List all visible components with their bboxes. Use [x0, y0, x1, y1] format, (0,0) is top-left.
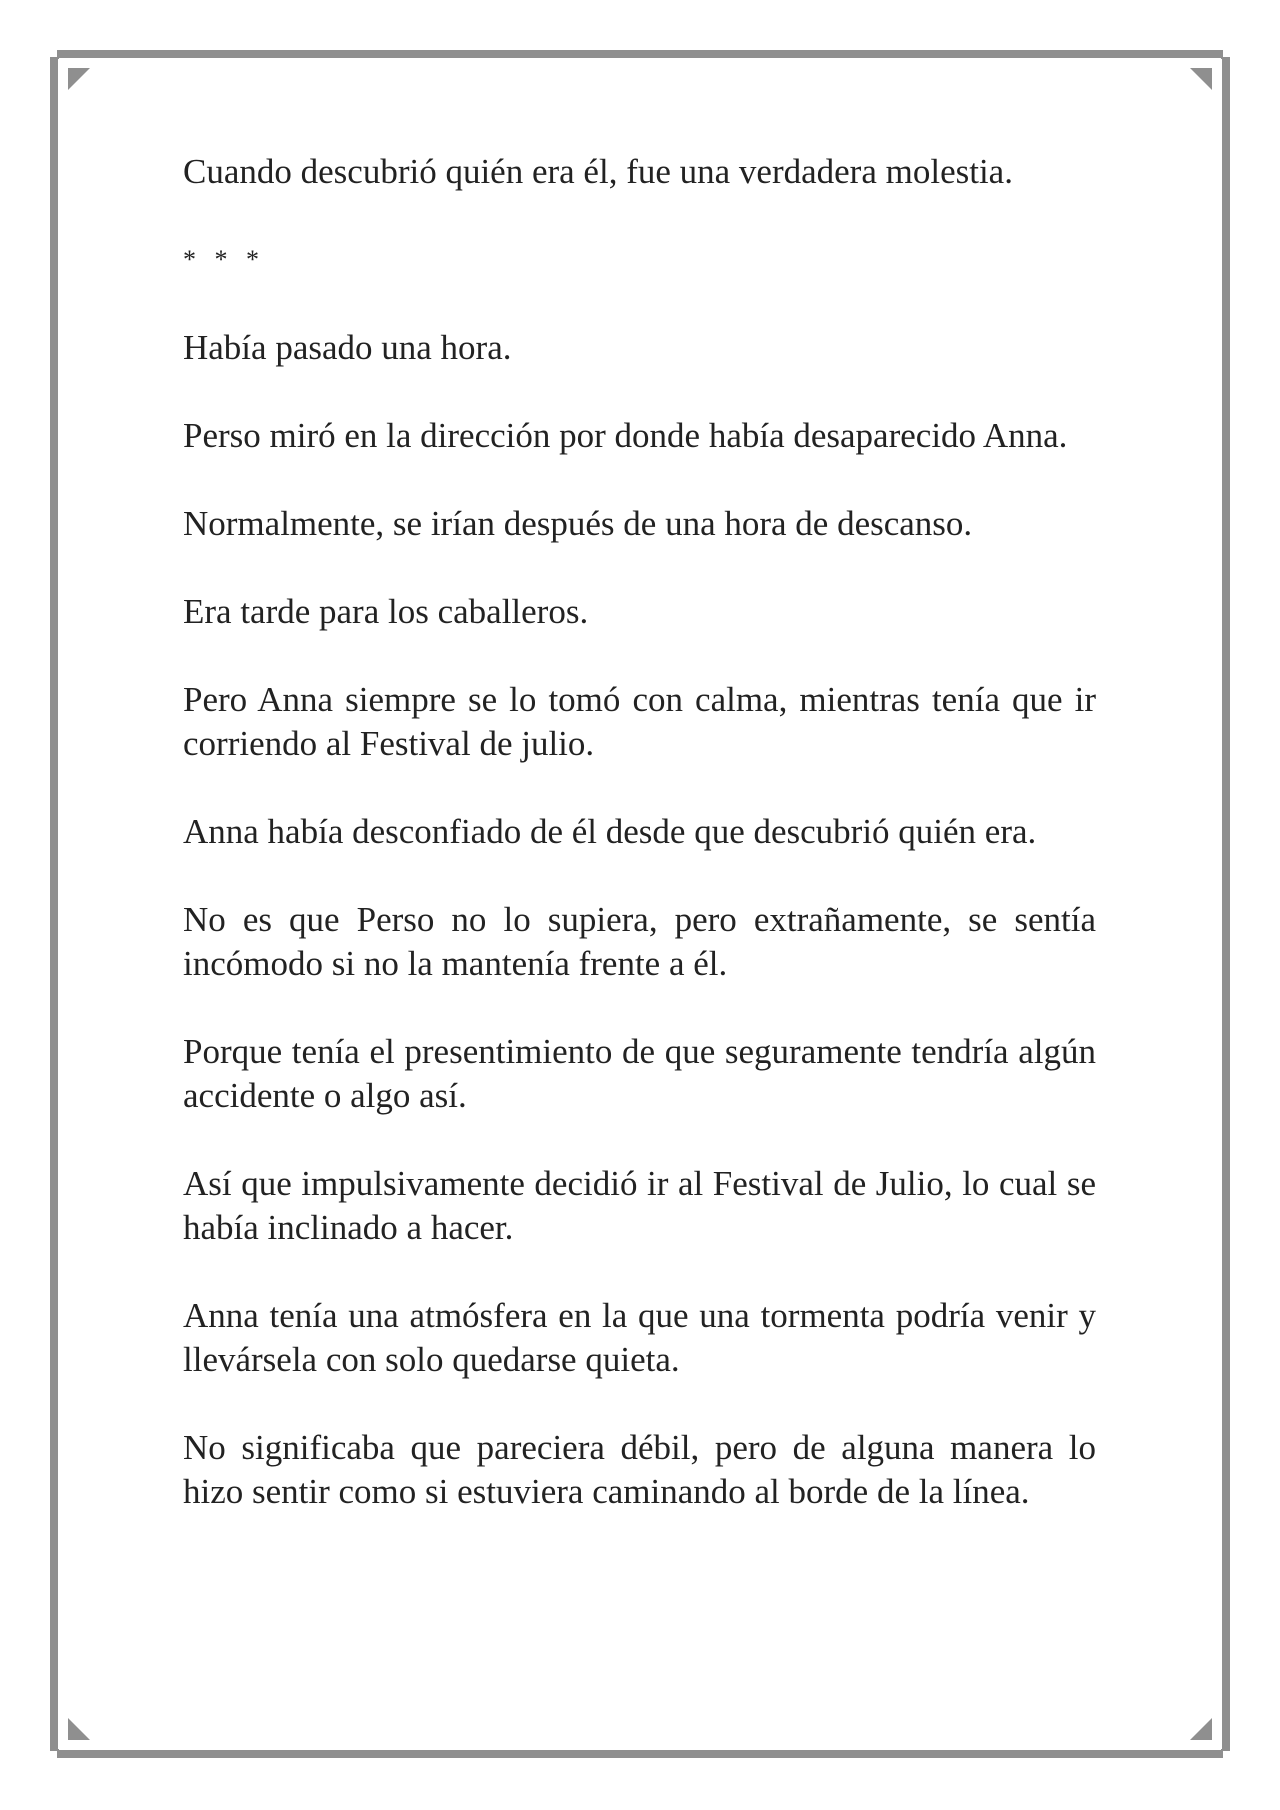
paragraph: No es que Perso no lo supiera, pero extrañamente, se sentía incómodo si no la mantenía frente a él. — [183, 900, 1096, 983]
paragraph: Había pasado una hora. — [183, 328, 512, 367]
paragraph: Así que impulsivamente decidió ir al Festival de Julio, lo cual se había inclinado a hacer. — [183, 1164, 1096, 1247]
paragraph: Anna tenía una atmósfera en la que una tormenta podría venir y llevársela con solo quedarse quieta. — [183, 1296, 1096, 1379]
paragraph: Anna había desconfiado de él desde que descubrió quién era. — [183, 812, 1037, 851]
paragraph: Porque tenía el presentimiento de que seguramente tendría algún accidente o algo así. — [183, 1032, 1096, 1115]
corner-ornament-icon — [68, 1718, 90, 1740]
paragraph: Cuando descubrió quién era él, fue una verdadera molestia. — [183, 152, 1013, 191]
document-body — [183, 150, 1096, 1558]
paragraph: Era tarde para los caballeros. — [183, 592, 589, 631]
corner-ornament-icon — [1190, 1718, 1212, 1740]
corner-ornament-icon — [1190, 68, 1212, 90]
paragraph: Normalmente, se irían después de una hora de descanso. — [183, 504, 973, 543]
paragraph: Pero Anna siempre se lo tomó con calma, mientras tenía que ir corriendo al Festival de julio. — [183, 680, 1096, 763]
paragraph: No significaba que pareciera débil, pero de alguna manera lo hizo sentir como si estuviera caminando al borde de la línea. — [183, 1428, 1096, 1511]
section-separator: * * * — [183, 245, 265, 274]
corner-ornament-icon — [68, 68, 90, 90]
paragraph: Perso miró en la dirección por donde había desaparecido Anna. — [183, 416, 1068, 455]
